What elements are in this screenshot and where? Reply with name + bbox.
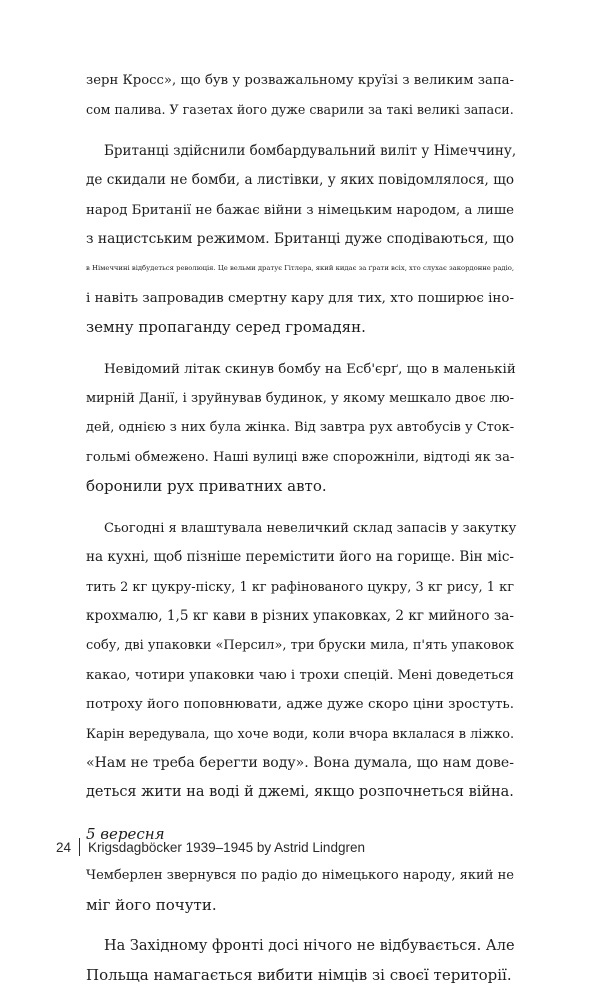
text-line: потроху його поповнювати, адже дуже скоро ціни зростуть. (86, 697, 514, 713)
text-line: Чемберлен звернувся по радіо до німецького народу, який не (86, 868, 514, 884)
text-line: земну пропаганду серед громадян. (86, 318, 366, 337)
text-line: народ Британії не бажає війни з німецьким народом, а лише (86, 202, 514, 218)
page-number: 24 (56, 839, 72, 855)
text-line: тить 2 кг цукру-піску, 1 кг рафінованого цукру, 3 кг рису, 1 кг (86, 579, 514, 595)
text-line: на кухні, щоб пізніше перемістити його на горище. Він міс- (86, 549, 514, 566)
paragraphs-before-date (86, 66, 517, 808)
text-line: крохмалю, 1,5 кг кави в різних упаковках, 2 кг мийного за- (86, 607, 514, 624)
paragraph (86, 932, 514, 991)
text-line: «Нам не треба берегти воду». Вона думала, що нам дове- (86, 754, 514, 771)
text-line: сом палива. У газетах його дуже сварили за такі великі запаси. (86, 102, 514, 118)
paragraphs-after-date (86, 861, 514, 991)
paragraph (86, 514, 517, 808)
text-line: і навіть запровадив смертну кару для тих, хто поширює іно- (86, 290, 514, 306)
date-heading: 5 вересня (86, 824, 165, 843)
text-line: міг його почути. (86, 895, 217, 914)
text-line: собу, дві упаковки «Персил», три бруски мила, п'ять упаковок (86, 638, 514, 654)
text-line: какао, чотири упаковки чаю і трохи спецій. Мені доведеться (86, 667, 514, 683)
text-line: в Німеччині відбудеться революція. Це вельми дратує Гітлера, який кидає за ґрати всіх, хто слухає закордонне радіо, (86, 264, 514, 273)
text-line: На Західному фронті досі нічого не відбувається. Але (104, 937, 515, 954)
text-line: з нацистським режимом. Британці дуже сподіваються, що (86, 231, 514, 248)
text-line: гольмі обмежено. Наші вулиці вже спорожніли, відтоді як за- (86, 449, 515, 465)
text-line: деться жити на воді й джемі, якщо розпочнеться війна. (86, 784, 514, 801)
running-title: Krigsdagböcker 1939–1945 by Astrid Lindgren (88, 839, 365, 855)
paragraph (86, 137, 517, 343)
text-line: Карін вередувала, що хоче води, коли вчора вклалася в ліжко. (86, 726, 515, 742)
text-line: боронили рух приватних авто. (86, 477, 327, 496)
text-line: Сьогодні я влаштувала невеличкий склад запасів у закутку (104, 520, 517, 536)
text-line: дей, однією з них була жінка. Від завтра рух автобусів у Сток- (86, 420, 515, 436)
text-line: мирній Данії, і зруйнував будинок, у якому мешкало двоє лю- (86, 391, 515, 407)
text-line: Невідомий літак скинув бомбу на Есб'єрґ, що в маленькій (104, 361, 516, 377)
page-footer (56, 838, 365, 856)
text-line: де скидали не бомби, а листівки, у яких повідомлялося, що (86, 172, 514, 189)
paragraph (86, 861, 514, 920)
paragraph (86, 355, 514, 502)
text-line: зерн Кросс», що був у розважальному круїзі з великим запа- (86, 73, 514, 88)
text-line: Британці здійснили бомбардувальний виліт у Німеччину, (104, 142, 517, 159)
footer-divider (79, 838, 80, 856)
paragraph (86, 66, 514, 125)
text-line: Польща намагається вибити німців зі своєї території. (86, 966, 512, 985)
